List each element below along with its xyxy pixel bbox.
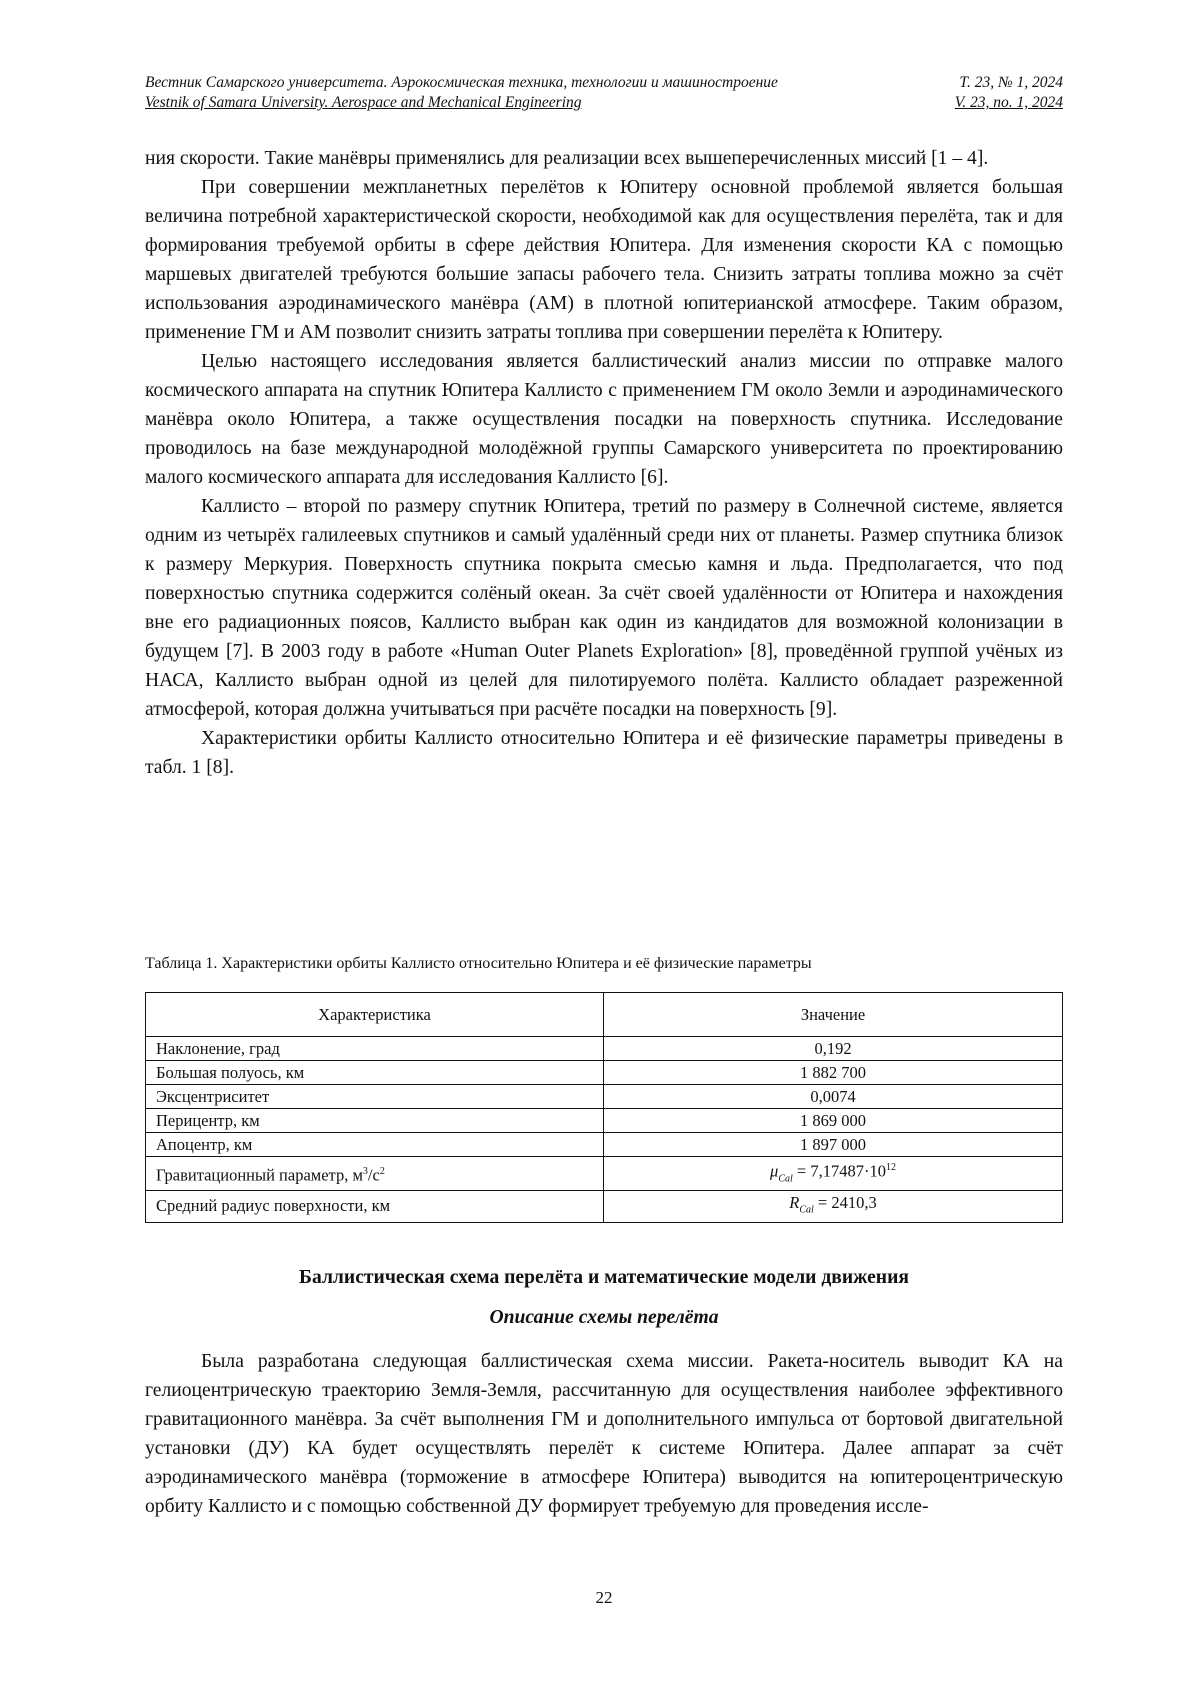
label: Гравитационный параметр,	[156, 1165, 348, 1184]
unit: м	[352, 1165, 362, 1184]
cell-name: Эксцентриситет	[146, 1085, 604, 1109]
volume-en: V. 23, no. 1, 2024	[955, 93, 1063, 113]
table-row	[146, 1061, 1063, 1085]
paragraph: Каллисто – второй по размеру спутник Юпитера, третий по размеру в Солнечной системе, является одним из четырёх галилеевых спутников и самый удалённый среди них от планеты. Размер спутника близок к размеру Меркурия. Поверхность спутника покрыта смесью камня и льда. Предполагается, что под поверхностью спутника содержится солёный океан. За счёт своей удалённости от Юпитера и нахождения вне его радиационных поясов, Каллисто выбран как один из кандидатов для возможной колонизации в будущем [7]. В 2003 году в работе «Human Outer Planets Exploration» [8], проведённой группой учёных из НАСА, Каллисто выбран одной из целей для пилотируемого полёта. Каллисто обладает разреженной атмосферой, которая должна учитываться при расчёте посадки на поверхность [9].	[145, 492, 1063, 724]
cell-value	[604, 1190, 1063, 1222]
journal-title-en: Vestnik of Samara University. Aerospace and Mechanical Engineering	[145, 93, 582, 113]
volume-ru: Т. 23, № 1, 2024	[959, 73, 1063, 93]
table-header-row	[146, 993, 1063, 1037]
paragraph: При совершении межпланетных перелётов к Юпитеру основной проблемой является большая величина потребной характеристической скорости, необходимой как для осуществления перелёта, так и для формирования требуемой орбиты в сфере действия Юпитера. Для изменения скорости КА с помощью маршевых двигателей требуются большие запасы рабочего тела. Снизить затраты топлива можно за счёт использования аэродинамического манёвра (АМ) в плотной юпитерианской атмосфере. Таким образом, применение ГМ и АМ позволит снизить затраты топлива при совершении перелёта к Юпитеру.	[145, 173, 1063, 347]
cell-value	[604, 1157, 1063, 1191]
symbol-sub: Cal	[799, 1204, 813, 1215]
value-exp: 12	[886, 1162, 896, 1173]
cell-name: Наклонение, град	[146, 1037, 604, 1061]
table-row	[146, 1085, 1063, 1109]
paragraph: Целью настоящего исследования является баллистический анализ миссии по отправке малого космического аппарата на спутник Юпитера Каллисто с применением ГМ около Земли и аэродинамического манёвра около Юпитера, а также осуществления посадки на поверхность спутника. Исследование проводилось на базе международной молодёжной группы Самарского университета по проектированию малого космического аппарата для исследования Каллисто [6].	[145, 347, 1063, 492]
value: = 7,17487·10	[797, 1162, 886, 1181]
symbol: μ	[770, 1162, 778, 1181]
unit: с	[373, 1165, 380, 1184]
cell-name: Апоцентр, км	[146, 1133, 604, 1157]
subsection-title: Описание схемы перелёта	[145, 1307, 1063, 1329]
body-text	[145, 144, 1063, 782]
cell-value: 0,192	[604, 1037, 1063, 1061]
table-row	[146, 1157, 1063, 1191]
cell-name: Средний радиус поверхности, км	[146, 1190, 604, 1222]
journal-title-ru: Вестник Самарского университета. Аэрокосмическая техника, технологии и машиностроение	[145, 73, 778, 93]
page-number: 22	[145, 1588, 1063, 1608]
table-row	[146, 1190, 1063, 1222]
paragraph: Характеристики орбиты Каллисто относительно Юпитера и её физические параметры приведены в табл. 1 [8].	[145, 724, 1063, 782]
table-row	[146, 1109, 1063, 1133]
cell-value: 1 869 000	[604, 1109, 1063, 1133]
table-caption: Таблица 1. Характеристики орбиты Каллисто относительно Юпитера и её физические параметры	[145, 955, 812, 973]
section-title: Баллистическая схема перелёта и математические модели движения	[145, 1267, 1063, 1289]
cell-value: 0,0074	[604, 1085, 1063, 1109]
unit-exp: 3	[363, 1166, 368, 1177]
header-cell: Значение	[604, 993, 1063, 1037]
value: = 2410,3	[818, 1193, 877, 1212]
cell-value: 1 897 000	[604, 1133, 1063, 1157]
cell-name: Гравитационный параметр, м3/с2	[146, 1157, 604, 1191]
cell-value: 1 882 700	[604, 1061, 1063, 1085]
callisto-table	[145, 992, 1063, 1223]
running-header	[145, 73, 1063, 113]
cell-name: Большая полуось, км	[146, 1061, 604, 1085]
symbol-sub: Cal	[778, 1173, 792, 1184]
table-row	[146, 1037, 1063, 1061]
paragraph: Была разработана следующая баллистическая схема миссии. Ракета-носитель выводит КА на гелиоцентрическую траекторию Земля-Земля, рассчитанную для осуществления наиболее эффективного гравитационного манёвра. За счёт выполнения ГМ и дополнительного импульса от бортовой двигательной установки (ДУ) КА будет осуществлять перелёт к системе Юпитера. Далее аппарат за счёт аэродинамического манёвра (торможение в атмосфере Юпитера) выводится на юпитероцентрическую орбиту Каллисто и с помощью собственной ДУ формирует требуемую для проведения иссле-	[145, 1347, 1063, 1521]
unit-exp: 2	[380, 1166, 385, 1177]
cell-name: Перицентр, км	[146, 1109, 604, 1133]
table-row	[146, 1133, 1063, 1157]
header-cell: Характеристика	[146, 993, 604, 1037]
section-body	[145, 1347, 1063, 1521]
paragraph: ния скорости. Такие манёвры применялись для реализации всех вышеперечисленных миссий [1 – 4].	[145, 144, 1063, 173]
symbol: R	[789, 1193, 799, 1212]
